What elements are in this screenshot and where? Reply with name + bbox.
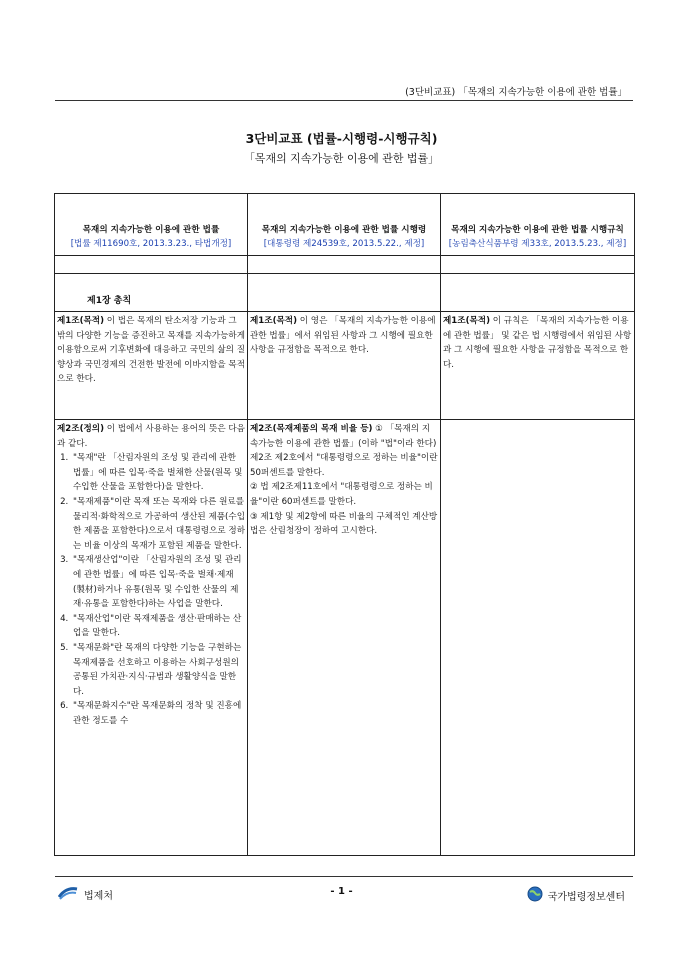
column-header-decree	[248, 194, 441, 256]
rule-article1	[441, 312, 635, 420]
law-article2-title: 제2조(정의)	[57, 424, 105, 434]
list-item: 4. "목재산업"이란 목재제품을 생산·판매하는 산업을 말한다.	[71, 612, 245, 641]
column-header-rule	[441, 194, 635, 256]
rule-article2	[441, 420, 635, 856]
column-header-law	[55, 194, 248, 256]
footer-rule	[55, 876, 633, 877]
table-row-blank	[55, 256, 635, 274]
footer-right	[527, 886, 625, 905]
comparison-table	[54, 193, 635, 856]
page-number: - 1 -	[330, 886, 353, 897]
decree-article2-text: ① 「목재의 지속가능한 이용에 관한 법률」(이하 "법"이라 한다) 제2조 제2호에서 "대통령령으로 정하는 비율"이란 50퍼센트를 말한다.	[250, 424, 438, 478]
decree-article1-title: 제1조(목적)	[250, 316, 298, 326]
decree-article1-text: 이 영은 「목재의 지속가능한 이용에 관한 법률」에서 위임된 사항과 그 시행에 필요한 사항을 규정함을 목적으로 한다.	[250, 316, 436, 356]
rule-article1-text: 이 규칙은 「목재의 지속가능한 이용에 관한 법률」 및 같은 법 시행령에서 위임된 사항과 그 시행에 필요한 사항을 규정함을 목적으로 한다.	[443, 316, 632, 370]
definition-list	[57, 451, 245, 728]
law-article1	[55, 312, 248, 420]
column-rule-name: 목재의 지속가능한 이용에 관한 법률 시행규칙	[451, 224, 624, 235]
document-subtitle: 「목재의 지속가능한 이용에 관한 법률」	[243, 152, 440, 165]
table-header-row	[55, 194, 635, 256]
column-law-ref: [법률 제11690호, 2013.3.23., 타법개정]	[70, 239, 232, 250]
footer-center-label: 국가법령정보센터	[547, 892, 625, 903]
law-article1-text: 이 법은 목재의 탄소저장 기능과 그 밖의 다양한 기능을 증진하고 목재를 지속가능하게 이용함으로써 기후변화에 대응하고 국민의 삶의 질 향상과 국민경제의 건전한 발전에 이바지함을 목적으로 한다.	[57, 316, 245, 385]
chapter-heading: 제1장 총칙	[87, 296, 132, 307]
footer-org-label: 법제처	[84, 891, 113, 902]
table-row-article2	[55, 420, 635, 856]
column-decree-name: 목재의 지속가능한 이용에 관한 법률 시행령	[261, 224, 427, 235]
column-rule-ref: [농림축산식품부령 제33호, 2013.5.23., 제정]	[448, 239, 627, 250]
table-row-article1	[55, 312, 635, 420]
table-row-chapter	[55, 274, 635, 312]
list-item: 6. "목재문화지수"란 목재문화의 정착 및 진흥에 관한 정도를 수	[71, 699, 245, 728]
globe-icon	[527, 886, 543, 905]
list-item: 5. "목재문화"란 목재의 다양한 기능을 구현하는 목재제품을 선호하고 이용하는 사회구성원의 공통된 가치관·지식·규범과 생활양식을 말한다.	[71, 641, 245, 699]
document-title: 3단비교표 (법률-시행령-시행규칙)	[245, 131, 438, 146]
decree-article2-paragraph2: ② 법 제2조제11호에서 "대통령령으로 정하는 비율"이란 60퍼센트를 말한다.	[250, 482, 433, 507]
law-article1-title: 제1조(목적)	[57, 316, 105, 326]
decree-article1	[248, 312, 441, 420]
decree-article2	[248, 420, 441, 856]
column-law-name: 목재의 지속가능한 이용에 관한 법률	[82, 224, 220, 235]
column-decree-ref: [대통령령 제24539호, 2013.5.22., 제정]	[263, 239, 425, 250]
list-item: 1. "목재"란 「산림자원의 조성 및 관리에 관한 법률」에 따른 입목·죽을 벌채한 산물(원목 및 수입한 산물을 포함한다)을 말한다.	[71, 451, 245, 495]
list-item: 3. "목재생산업"이란 「산림자원의 조성 및 관리에 관한 법률」에 따른 입목·죽을 벌채·제재(製材)하거나 유통(원목 및 수입한 산물의 제재·유통을 포함한다)하는 사업을 말한다.	[71, 553, 245, 611]
header-rule	[55, 100, 633, 101]
list-item: 2. "목재제품"이란 목재 또는 목재와 다른 원료를 물리적·화학적으로 가공하여 생산된 제품(수입한 제품을 포함한다)으로서 대통령령으로 정하는 비율 이상의 목재가 포함된 제품을 말한다.	[71, 495, 245, 553]
law-article2-intro: 이 법에서 사용하는 용어의 뜻은 다음과 같다.	[57, 424, 245, 449]
decree-article2-paragraph3: ③ 제1항 및 제2항에 따른 비율의 구체적인 계산방법은 산림청장이 정하여 고시한다.	[250, 511, 438, 537]
decree-article2-title: 제2조(목재제품의 목재 비율 등)	[250, 424, 373, 434]
law-article2	[55, 420, 248, 856]
running-header: (3단비교표) 「목재의 지속가능한 이용에 관한 법률」	[405, 87, 627, 98]
rule-article1-title: 제1조(목적)	[443, 316, 491, 326]
